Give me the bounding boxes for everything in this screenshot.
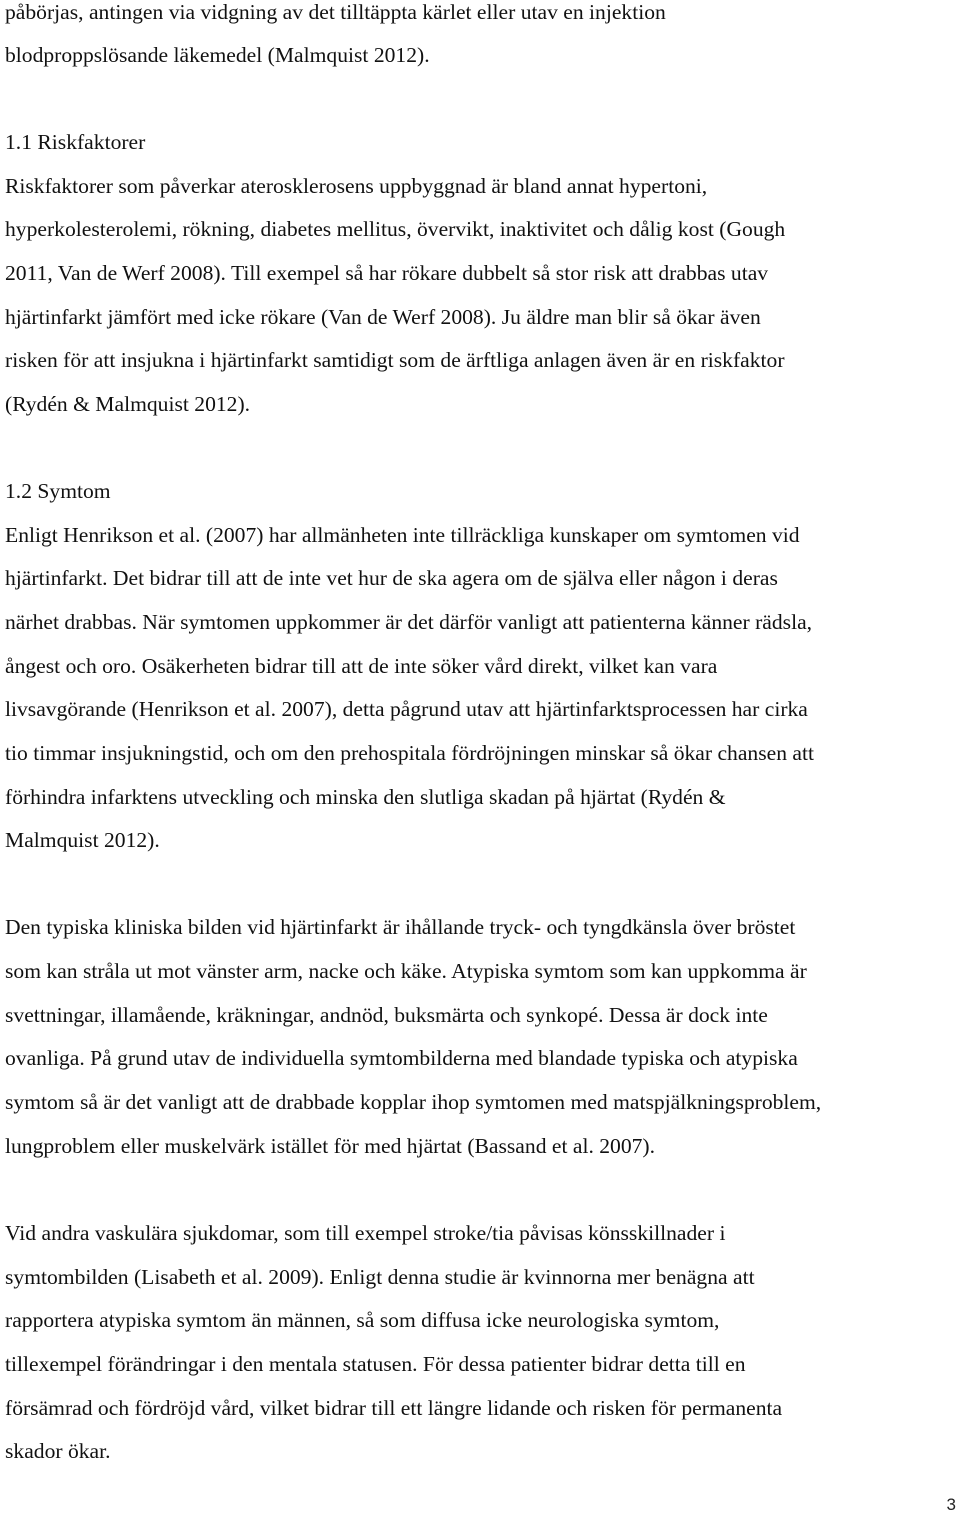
text-line: hjärtinfarkt jämfört med icke rökare (Van de Werf 2008). Ju äldre man blir så ökar även: [5, 305, 761, 329]
text-line: symtombilden (Lisabeth et al. 2009). Enligt denna studie är kvinnorna mer benägna att: [5, 1265, 755, 1289]
text-line: svettningar, illamående, kräkningar, andnöd, buksmärta och synkopé. Dessa är dock inte: [5, 1003, 768, 1027]
text-line: som kan stråla ut mot vänster arm, nacke och käke. Atypiska symtom som kan uppkomma är: [5, 959, 807, 983]
text-line: hjärtinfarkt. Det bidrar till att de inte vet hur de ska agera om de själva eller någon i deras: [5, 566, 778, 590]
text-line: lungproblem eller muskelvärk istället för med hjärtat (Bassand et al. 2007).: [5, 1134, 656, 1158]
text-line: hyperkolesterolemi, rökning, diabetes mellitus, övervikt, inaktivitet och dålig kost (Gough: [5, 217, 786, 241]
text-line: Enligt Henrikson et al. (2007) har allmänheten inte tillräckliga kunskaper om symtomen vid: [5, 523, 800, 547]
text-line: Malmquist 2012).: [5, 828, 160, 852]
text-line: ovanliga. På grund utav de individuella symtombilderna med blandade typiska och atypiska: [5, 1046, 798, 1070]
text-line: försämrad och fördröjd vård, vilket bidrar till ett längre lidande och risken för permanenta: [5, 1396, 783, 1420]
text-line: Riskfaktorer som påverkar aterosklerosens uppbyggnad är bland annat hypertoni,: [5, 174, 708, 198]
text-line: ångest och oro. Osäkerheten bidrar till att de inte söker vård direkt, vilket kan vara: [5, 654, 718, 678]
text-line: närhet drabbas. När symtomen uppkommer är det därför vanligt att patienterna känner rädsla,: [5, 610, 813, 634]
text-line: risken för att insjukna i hjärtinfarkt samtidigt som de ärftliga anlagen även är en riskfaktor: [5, 348, 785, 372]
text-line: livsavgörande (Henrikson et al. 2007), detta pågrund utav att hjärtinfarktsprocessen har cirka: [5, 697, 808, 721]
text-line: tillexempel förändringar i den mentala statusen. För dessa patienter bidrar detta till en: [5, 1352, 746, 1376]
text-line: skador ökar.: [5, 1439, 111, 1463]
text-line: symtom så är det vanligt att de drabbade kopplar ihop symtomen med matspjälkningsproblem,: [5, 1090, 822, 1114]
text-line: (Rydén & Malmquist 2012).: [5, 392, 251, 416]
text-line: Den typiska kliniska bilden vid hjärtinfarkt är ihållande tryck- och tyngdkänsla över bröstet: [5, 915, 796, 939]
text-line: påbörjas, antingen via vidgning av det tilltäppta kärlet eller utav en injektion: [5, 0, 666, 24]
page-number: 3: [946, 1495, 956, 1514]
section-heading: 1.2 Symtom: [5, 479, 111, 503]
section-heading: 1.1 Riskfaktorer: [5, 130, 146, 154]
text-line: Vid andra vaskulära sjukdomar, som till exempel stroke/tia påvisas könsskillnader i: [5, 1221, 726, 1245]
text-line: tio timmar insjukningstid, och om den prehospitala fördröjningen minskar så ökar chansen att: [5, 741, 814, 765]
text-line: förhindra infarktens utveckling och minska den slutliga skadan på hjärtat (Rydén &: [5, 785, 726, 809]
text-line: blodproppslösande läkemedel (Malmquist 2012).: [5, 43, 430, 67]
text-line: rapportera atypiska symtom än männen, så som diffusa icke neurologiska symtom,: [5, 1308, 720, 1332]
text-line: 2011, Van de Werf 2008). Till exempel så har rökare dubbelt så stor risk att drabbas utav: [5, 261, 769, 285]
